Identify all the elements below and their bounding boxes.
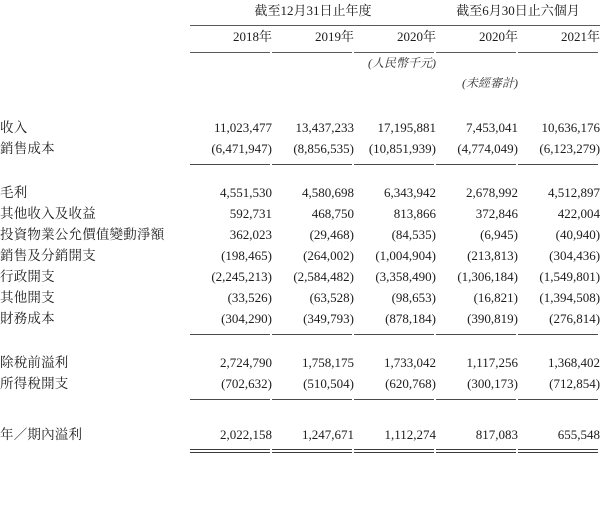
audit-note-spacer [518, 73, 600, 93]
cell-2018: 592,731 [229, 206, 272, 221]
cell-2020: (878,184) [385, 311, 437, 326]
cell-2020h: (16,821) [473, 290, 519, 305]
row-label: 行政開支 [0, 269, 55, 284]
cell-2020h: (1,306,184) [457, 269, 519, 284]
cell-2018: (198,465) [221, 248, 272, 263]
cell-2021h: (304,436) [549, 248, 600, 263]
cell-2020: 1,112,274 [384, 427, 437, 442]
cell-2019: (29,468) [309, 227, 354, 242]
row-label: 其他開支 [0, 290, 55, 305]
currency-note-spacer [190, 53, 272, 73]
currency-note: (人民幣千元) [368, 56, 437, 70]
header-col-2020-half: 2020年 [479, 29, 519, 44]
cell-2020: 813,866 [393, 206, 437, 221]
cell-2021h: 422,004 [557, 206, 600, 221]
audit-note-spacer [272, 73, 354, 93]
row-label: 收入 [0, 120, 28, 135]
cell-2018: 362,023 [229, 227, 272, 242]
cell-2020h: 2,678,992 [466, 185, 519, 200]
header-group-half: 截至6月30日止六個月 [456, 3, 580, 18]
audit-note: (未經審計) [462, 76, 519, 90]
table-row-selling-distribution [0, 245, 600, 266]
cell-2021h: (276,814) [549, 311, 600, 326]
cell-2020h: 1,117,256 [466, 355, 519, 370]
cell-2021h: 10,636,176 [541, 120, 600, 135]
header-col-2020-year: 2020年 [397, 29, 437, 44]
cell-2020h: 7,453,041 [466, 120, 519, 135]
cell-2020: 6,343,942 [384, 185, 437, 200]
row-label: 其他收入及收益 [0, 206, 96, 221]
table-row-other-expenses [0, 287, 600, 308]
cell-2021h: (1,394,508) [539, 290, 600, 305]
row-label: 所得稅開支 [0, 376, 69, 391]
currency-note-spacer [518, 53, 600, 73]
header-group-row [0, 0, 600, 22]
table-row-profit-for-period [0, 424, 600, 445]
cell-2019: 4,580,698 [302, 185, 354, 200]
cell-2018: (6,471,947) [211, 141, 272, 156]
cell-2020: (1,004,904) [375, 248, 437, 263]
currency-note-spacer [436, 53, 518, 73]
cell-2018: 4,551,530 [220, 185, 272, 200]
row-label: 除稅前溢利 [0, 355, 69, 370]
table-row-income-tax [0, 373, 600, 394]
cell-2020h: (6,945) [480, 227, 519, 242]
table-row-finance-costs [0, 308, 600, 329]
cell-2018: (33,526) [227, 290, 272, 305]
currency-note-blank [0, 53, 190, 73]
cell-2019: 13,437,233 [295, 120, 354, 135]
double-rule-2018 [190, 445, 272, 453]
cell-2021h: (1,549,801) [539, 269, 600, 284]
header-col-2019: 2019年 [314, 29, 354, 44]
cell-2019: (2,584,482) [293, 269, 354, 284]
cell-2021h: 655,548 [557, 427, 600, 442]
cell-2020h: 372,846 [475, 206, 519, 221]
cell-2019: (510,504) [303, 376, 354, 391]
cell-2021h: 4,512,897 [548, 185, 600, 200]
cell-2019: 1,247,671 [302, 427, 354, 442]
header-corner-blank [0, 0, 190, 22]
audit-note-row [0, 73, 600, 93]
cell-2018: (702,632) [221, 376, 272, 391]
header-year-blank [0, 26, 190, 48]
cell-2020: (620,768) [385, 376, 437, 391]
cell-2020: 17,195,881 [377, 120, 437, 135]
header-group-year: 截至12月31日止年度 [254, 3, 372, 18]
cell-2020h: (390,819) [467, 311, 519, 326]
double-rule-2021h [518, 445, 600, 453]
cell-2020: (84,535) [391, 227, 437, 242]
cell-2020: (3,358,490) [375, 269, 437, 284]
spacer [0, 335, 600, 352]
cell-2020h: (213,813) [467, 248, 519, 263]
audit-note-spacer [190, 73, 272, 93]
cell-2018: 2,022,158 [220, 427, 272, 442]
double-rule-2020h [436, 445, 518, 453]
cell-2020: 1,733,042 [384, 355, 437, 370]
row-label: 財務成本 [0, 311, 55, 326]
cell-2019: (264,002) [303, 248, 354, 263]
table-row-cost-of-sales [0, 138, 600, 159]
table-row-revenue [0, 117, 600, 138]
row-label: 銷售成本 [0, 141, 55, 156]
row-label: 年／期內溢利 [0, 427, 83, 442]
rule-spacer [0, 445, 190, 453]
currency-note-spacer [272, 53, 354, 73]
spacer [0, 400, 600, 424]
cell-2019: (63,528) [309, 290, 354, 305]
cell-2021h: 1,368,402 [548, 355, 600, 370]
cell-2021h: (6,123,279) [539, 141, 600, 156]
cell-2020: (10,851,939) [368, 141, 437, 156]
cell-2018: (304,290) [221, 311, 272, 326]
cell-2021h: (712,854) [549, 376, 600, 391]
cell-2019: (8,856,535) [293, 141, 354, 156]
audit-note-spacer [354, 73, 436, 93]
cell-2019: 1,758,175 [302, 355, 354, 370]
currency-note-row [0, 53, 600, 73]
cell-2021h: (40,940) [555, 227, 600, 242]
table-row-other-income [0, 203, 600, 224]
audit-note-blank [0, 73, 190, 93]
table-row-investment-property-fv [0, 224, 600, 245]
cell-2018: (2,245,213) [211, 269, 272, 284]
header-year-row [0, 26, 600, 48]
row-label: 毛利 [0, 185, 28, 200]
total-double-rule [0, 445, 600, 453]
cell-2018: 2,724,790 [220, 355, 272, 370]
table-row-gross-profit [0, 182, 600, 203]
cell-2020: (98,653) [391, 290, 437, 305]
table-row-administrative [0, 266, 600, 287]
spacer [0, 93, 600, 117]
header-col-2018: 2018年 [232, 29, 272, 44]
cell-2019: 468,750 [311, 206, 354, 221]
cell-2020h: (300,173) [467, 376, 519, 391]
cell-2020h: 817,083 [475, 427, 519, 442]
spacer [0, 165, 600, 182]
cell-2018: 11,023,477 [213, 120, 272, 135]
table-row-profit-before-tax [0, 352, 600, 373]
double-rule-2020 [354, 445, 436, 453]
double-rule-2019 [272, 445, 354, 453]
row-label: 銷售及分銷開支 [0, 248, 96, 263]
row-label: 投資物業公允價值變動淨額 [0, 227, 165, 242]
header-col-2021-half: 2021年 [561, 29, 600, 44]
cell-2020h: (4,774,049) [457, 141, 519, 156]
cell-2019: (349,793) [303, 311, 354, 326]
